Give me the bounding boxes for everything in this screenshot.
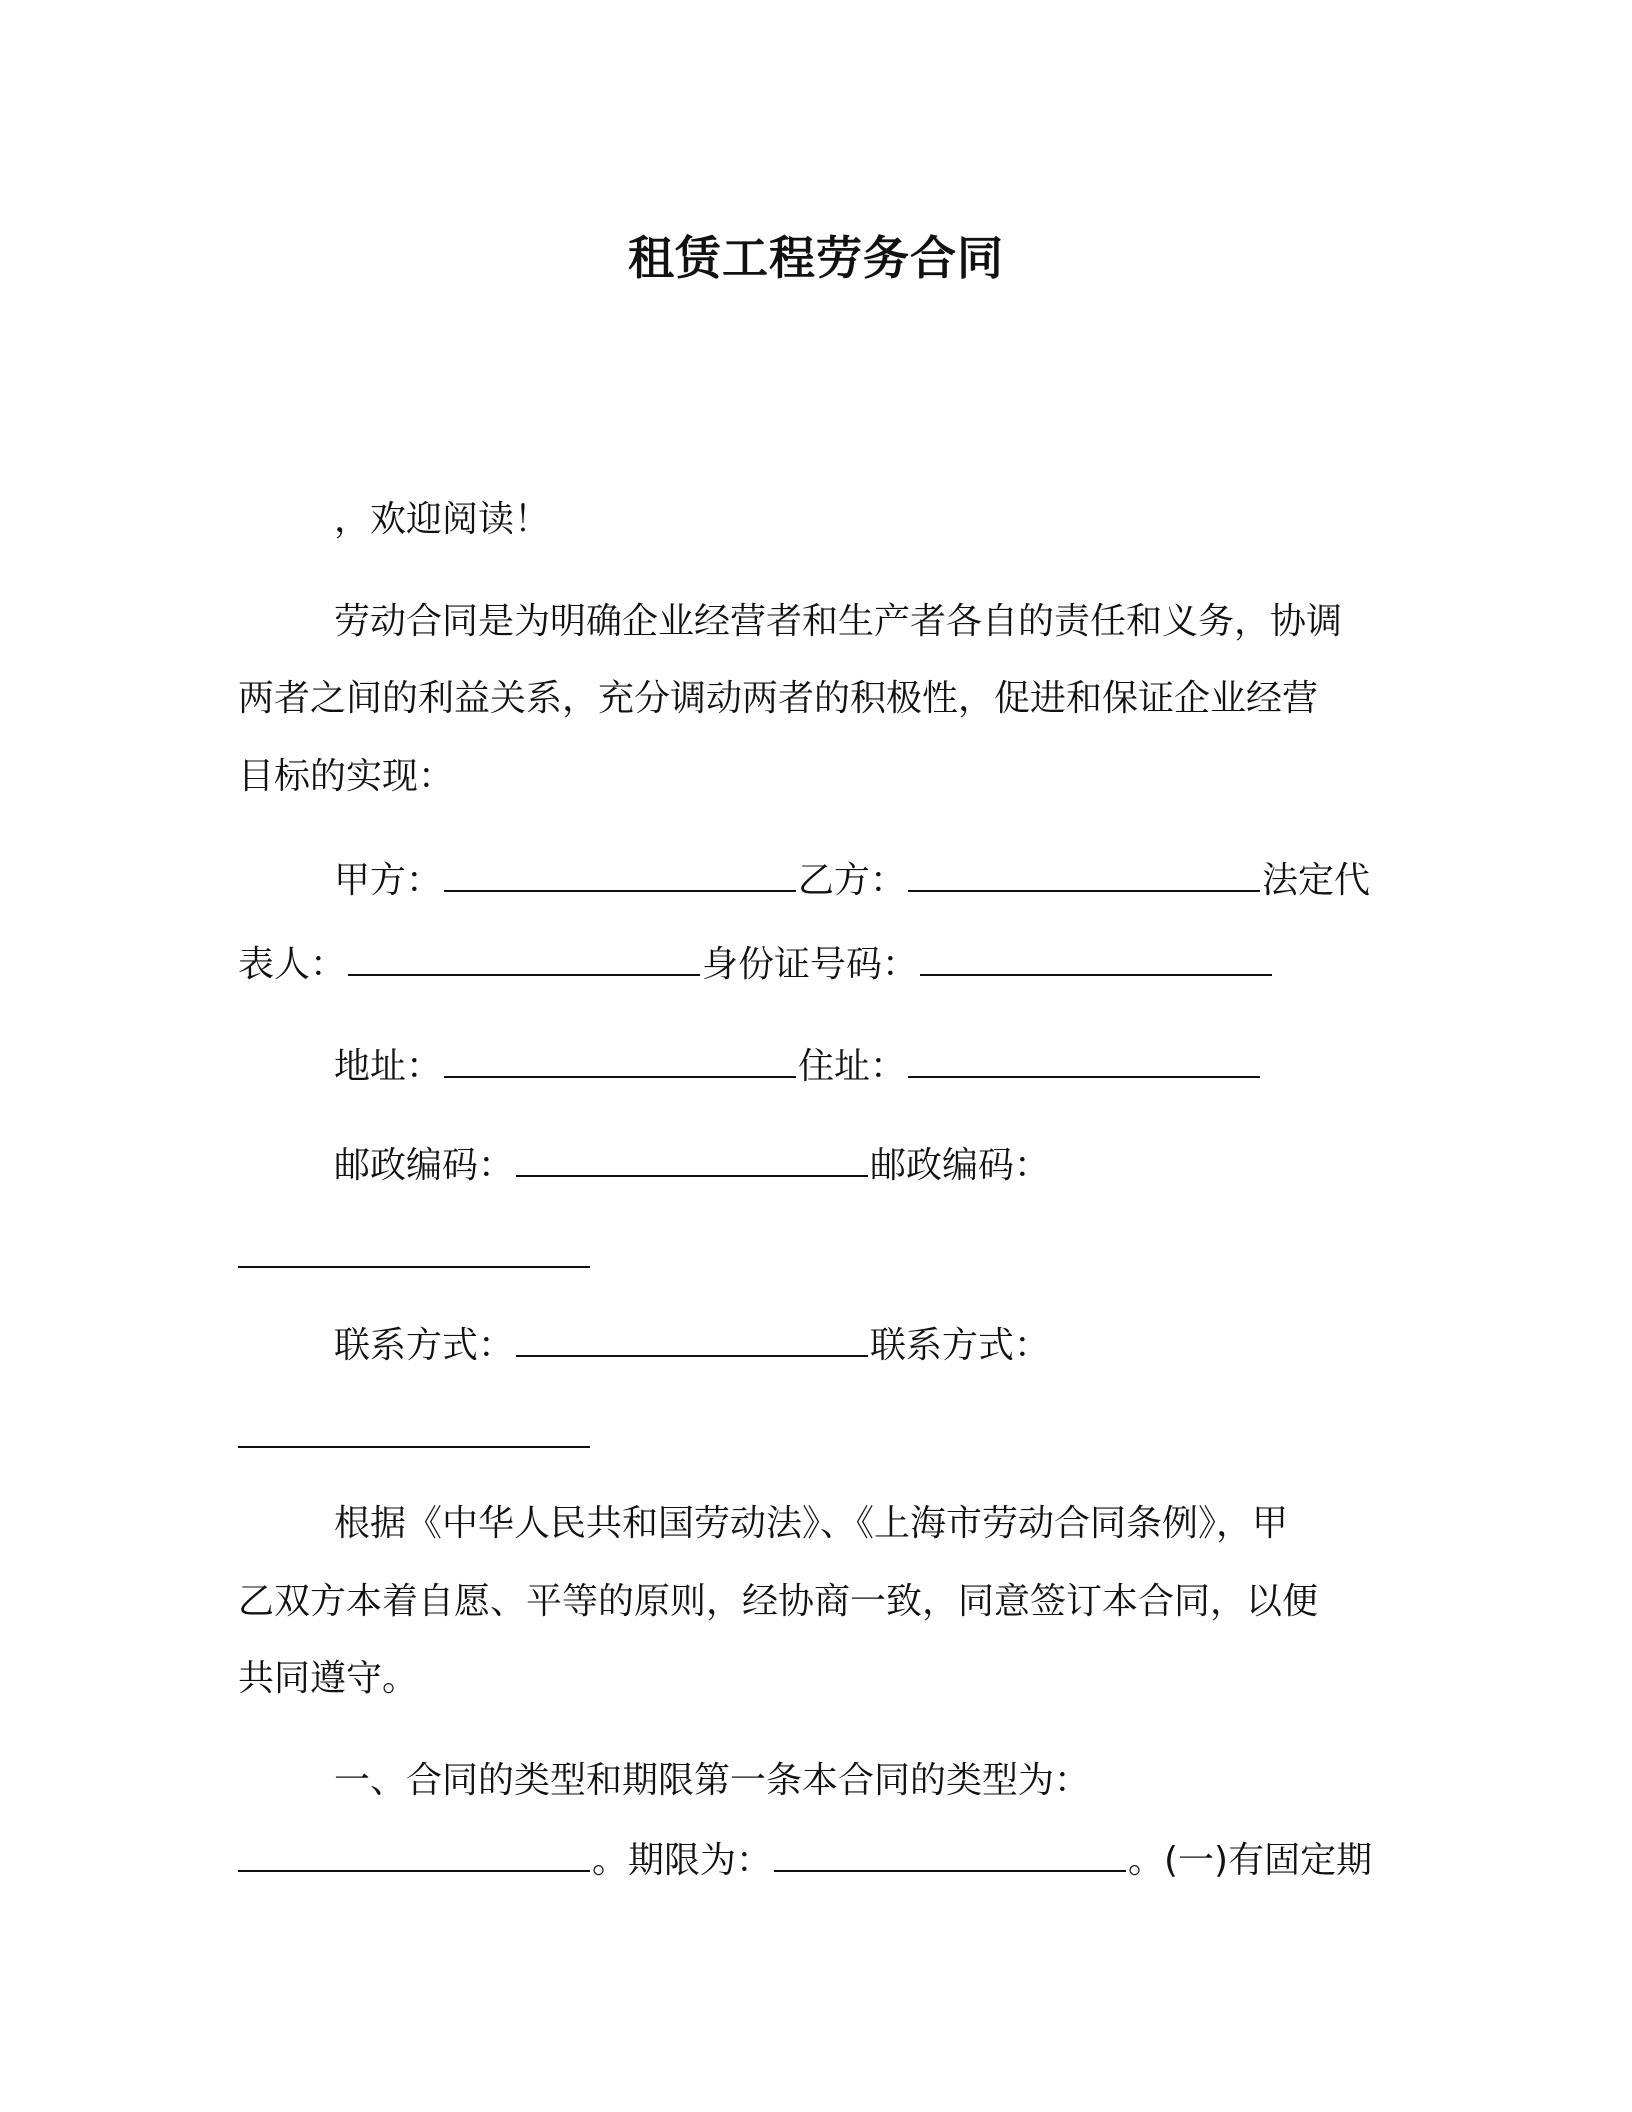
legal-rep-blank[interactable] [348, 938, 700, 976]
postcode-a-blank[interactable] [516, 1139, 868, 1177]
address-label: 地址： [334, 1046, 443, 1087]
postcode-line [334, 1139, 1050, 1190]
contact-b-blank[interactable] [238, 1410, 590, 1448]
basis-line-3: 共同遵守。 [238, 1658, 419, 1699]
basis-line-1: 根据《中华人民共和国劳动法》、《上海市劳动合同条例》，甲 [334, 1503, 1289, 1544]
parties-line [334, 854, 1370, 905]
legal-rep-label-part1: 法定代 [1262, 860, 1371, 901]
period-blank[interactable] [774, 1834, 1126, 1872]
contact-b-label: 联系方式： [870, 1325, 1051, 1366]
address-blank[interactable] [444, 1040, 796, 1078]
id-number-blank[interactable] [920, 938, 1272, 976]
intro-line-2: 两者之间的利益关系，充分调动两者的积极性，促进和保证企业经营 [238, 678, 1319, 719]
id-number-label: 身份证号码： [702, 944, 919, 985]
legal-rep-label-part2: 表人： [238, 944, 347, 985]
period-label: 。期限为： [592, 1840, 773, 1881]
intro-line-1: 劳动合同是为明确企业经营者和生产者各自的责任和义务，协调 [334, 601, 1343, 642]
party-b-label: 乙方： [798, 860, 907, 901]
address-line [334, 1040, 1262, 1091]
residence-blank[interactable] [908, 1040, 1260, 1078]
section1-term-line [238, 1834, 1372, 1885]
basis-line-2: 乙双方本着自愿、平等的原则，经协商一致，同意签订本合同，以便 [238, 1581, 1319, 1622]
document-title: 租赁工程劳务合同 [628, 231, 1004, 285]
postcode-b-label: 邮政编码： [870, 1145, 1051, 1186]
fixed-term-label: 。(一)有固定期 [1128, 1840, 1373, 1881]
party-b-blank[interactable] [908, 854, 1260, 892]
contact-line [334, 1319, 1050, 1370]
postcode-b-blank[interactable] [238, 1230, 590, 1268]
contract-type-blank[interactable] [238, 1834, 590, 1872]
party-a-label: 甲方： [334, 860, 443, 901]
contact-b-line [238, 1410, 592, 1461]
legal-rep-line [238, 938, 1274, 989]
residence-label: 住址： [798, 1046, 907, 1087]
section1-heading: 一、合同的类型和期限第一条本合同的类型为： [334, 1760, 1091, 1801]
contact-a-blank[interactable] [516, 1319, 868, 1357]
greeting-line: ，欢迎阅读！ [334, 499, 551, 540]
intro-line-3: 目标的实现： [238, 756, 455, 797]
contact-a-label: 联系方式： [334, 1325, 515, 1366]
postcode-b-line [238, 1230, 592, 1281]
party-a-blank[interactable] [444, 854, 796, 892]
postcode-a-label: 邮政编码： [334, 1145, 515, 1186]
